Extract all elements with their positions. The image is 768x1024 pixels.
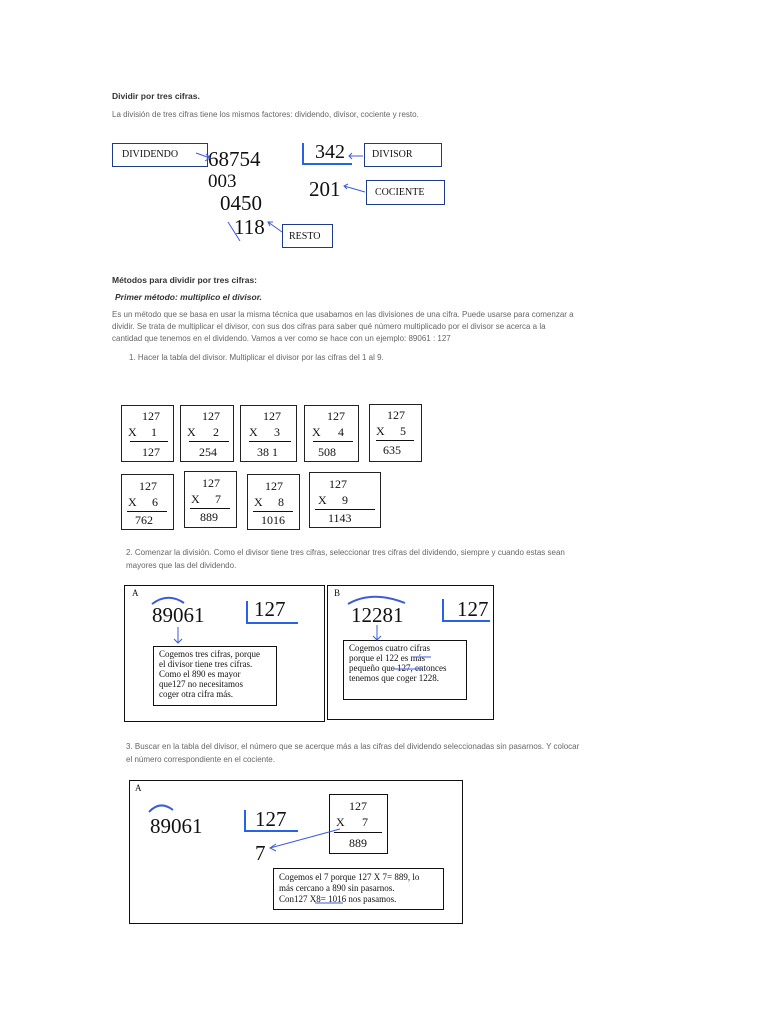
note-line: porque el 122 es más: [349, 653, 425, 663]
mult-sign: X: [318, 493, 327, 507]
mult-multiplier: 7: [215, 492, 221, 506]
mult-factor: 127: [139, 479, 157, 493]
example-dividend: 89061: [150, 814, 203, 838]
page-title: Dividir por tres cifras.: [112, 91, 200, 101]
note-line: Como el 890 es mayor: [159, 669, 241, 679]
step1-text: 1. Hacer la tabla del divisor. Multiplicar el divisor por las cifras del 1 al 9.: [129, 353, 384, 362]
mult-factor: 127: [349, 799, 367, 813]
example-tag: B: [334, 588, 341, 598]
mult-sign: X: [128, 425, 137, 439]
mult-result: 889: [349, 836, 367, 850]
note-line: coger otra cifra más.: [159, 689, 233, 699]
mult-factor: 127: [329, 477, 347, 491]
example-divisor: 127: [255, 807, 287, 831]
note-line: el divisor tiene tres cifras.: [159, 659, 253, 669]
note-line: pequeño que 127, entonces: [349, 663, 447, 673]
methods-heading: Métodos para dividir por tres cifras:: [112, 275, 258, 285]
divisor-number: 342: [315, 141, 345, 163]
method1-desc-line1: Es un método que se basa en usar la misma técnica que usabamos en las divisiones de una cifra. Puede usarse para comenzar a: [112, 310, 574, 319]
mult-result: 1143: [328, 511, 352, 525]
step3-text-line2: el número correspondiente en el cociente.: [126, 755, 275, 764]
note-line: Con127 X8= 1016 nos pasamos.: [279, 894, 397, 904]
mult-sign: X: [249, 425, 258, 439]
mult-factor: 127: [387, 408, 405, 422]
selection-arc: [348, 597, 405, 604]
note-line: más cercano a 890 sin pasarnos.: [279, 883, 395, 893]
mult-factor: 127: [202, 476, 220, 490]
dividendo-arrowhead: [196, 153, 210, 161]
mult-result: 1016: [261, 513, 285, 527]
mult-multiplier: 5: [400, 424, 406, 438]
mult-result: 38 1: [257, 445, 278, 459]
mult-result: 254: [199, 445, 217, 459]
divisor-label: DIVISOR: [372, 149, 413, 160]
down-arrow: [174, 627, 182, 643]
mult-result: 508: [318, 445, 336, 459]
down-arrow: [373, 625, 381, 640]
mult-sign: X: [187, 425, 196, 439]
mult-sign: X: [376, 424, 385, 438]
note-line: tenemos que coger 1228.: [349, 673, 439, 683]
example-divisor: 127: [457, 597, 489, 621]
selection-arc: [152, 598, 184, 604]
remainder-number: 118: [234, 215, 265, 239]
method1-title: Primer método: multiplico el divisor.: [115, 292, 262, 302]
mult-factor: 127: [327, 409, 345, 423]
cociente-label: COCIENTE: [375, 187, 425, 198]
remainder-slash: [228, 222, 240, 241]
quotient-number: 201: [309, 177, 341, 201]
note-line: Cogemos el 7 porque 127 X 7= 889, lo: [279, 872, 420, 882]
example-divisor: 127: [254, 597, 286, 621]
mult-multiplier: 6: [152, 495, 158, 509]
mult-multiplier: 7: [362, 815, 368, 829]
result-arrow: [270, 829, 340, 851]
mult-result: 889: [200, 510, 218, 524]
mult-multiplier: 3: [274, 425, 280, 439]
mult-factor: 127: [265, 479, 283, 493]
mult-factor: 127: [263, 409, 281, 423]
selection-arc: [149, 805, 173, 812]
mult-factor: 127: [202, 409, 220, 423]
intro-text: La división de tres cifras tiene los mismos factores: dividendo, divisor, cociente y resto.: [112, 110, 419, 119]
mult-sign: X: [312, 425, 321, 439]
note-line: Cogemos cuatro cifras: [349, 643, 430, 653]
mult-multiplier: 4: [338, 425, 344, 439]
mult-multiplier: 8: [278, 495, 284, 509]
method1-desc-line2: dividir. Se trata de multiplicar el divisor, con sus dos cifras para saber qué número multiplicado por el divisor se acerca a la: [112, 322, 546, 331]
dividend-number: 68754: [208, 147, 261, 171]
note-line: que127 no necesitamos: [159, 679, 243, 689]
mult-result: 762: [135, 513, 153, 527]
cociente-arrow: [344, 184, 365, 192]
mult-multiplier: 9: [342, 493, 348, 507]
step1-number: 003: [208, 171, 237, 192]
mult-sign: X: [191, 492, 200, 506]
example-tag: A: [132, 588, 139, 598]
step3-text-line1: 3. Buscar en la tabla del divisor, el número que se acerque más a las cifras del dividendo seleccionadas sin pasarnos. Y colocar: [126, 742, 580, 751]
method1-desc-line3: cantidad que tenemos en el dividendo. Vamos a ver como se hace con un ejemplo: 89061 : 127: [112, 334, 451, 343]
note-line: Cogemos tres cifras, porque: [159, 649, 260, 659]
divisor-arrow: [349, 153, 363, 159]
mult-sign: X: [128, 495, 137, 509]
mult-result: 635: [383, 443, 401, 457]
mult-multiplier: 1: [151, 425, 157, 439]
mult-factor: 127: [142, 409, 160, 423]
step2-text-line2: mayores que las del dividendo.: [126, 561, 237, 570]
example-tag: A: [135, 783, 142, 793]
step2-number: 0450: [220, 191, 262, 215]
mult-result: 127: [142, 445, 160, 459]
example-dividend: 12281: [351, 603, 404, 627]
resto-arrow: [268, 222, 282, 232]
example-quotient: 7: [255, 841, 266, 865]
mult-sign: X: [254, 495, 263, 509]
mult-multiplier: 2: [213, 425, 219, 439]
example-dividend: 89061: [152, 603, 205, 627]
step2-text-line1: 2. Comenzar la división. Como el divisor tiene tres cifras, seleccionar tres cifras del dividendo, siempre y cuando estas sean: [126, 548, 565, 557]
resto-label: RESTO: [289, 231, 321, 242]
dividendo-label: DIVIDENDO: [122, 149, 179, 160]
mult-sign: X: [336, 815, 345, 829]
